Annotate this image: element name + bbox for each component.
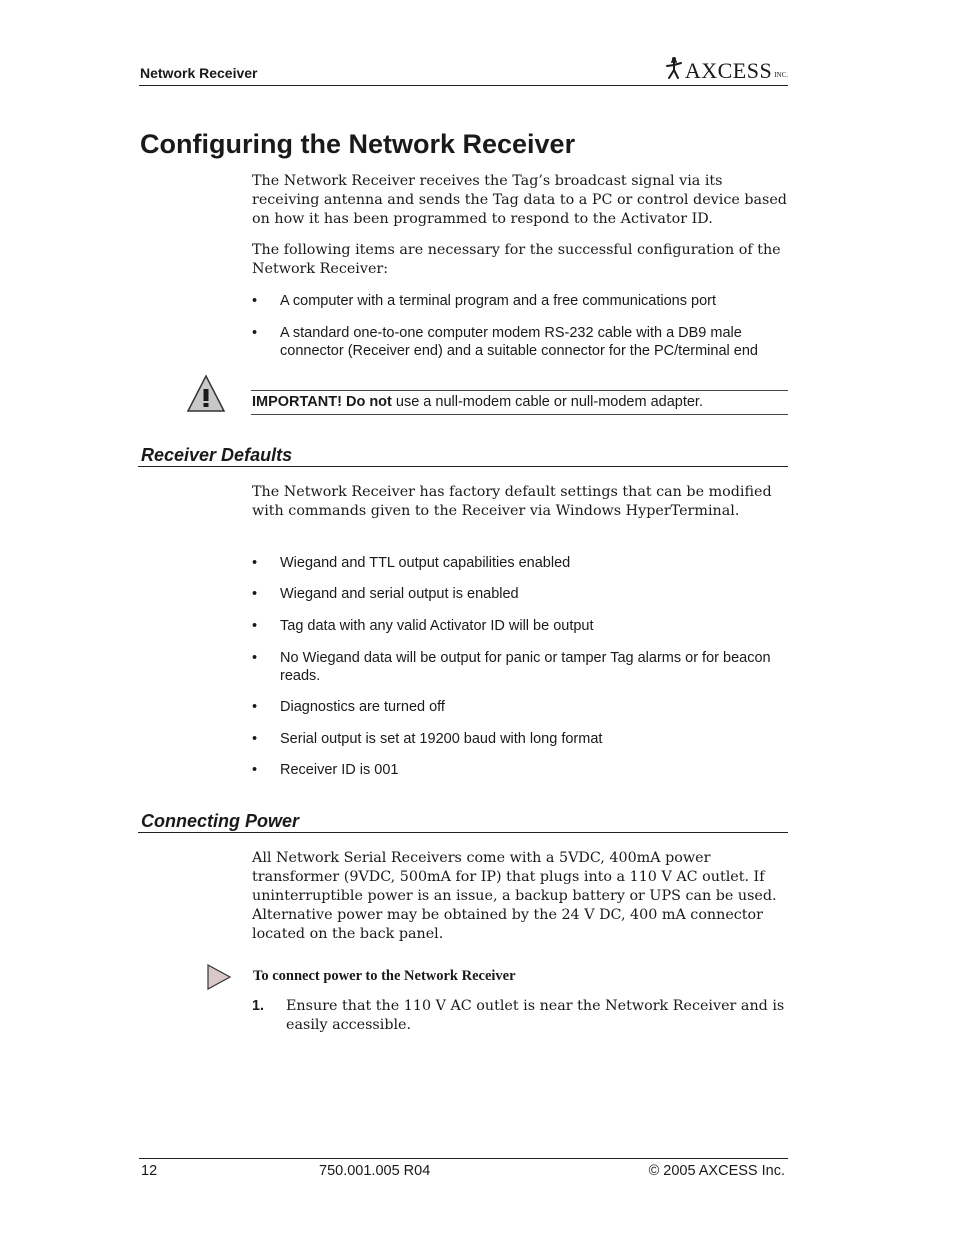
procedure-arrow-icon (206, 964, 232, 990)
list-item-text: Diagnostics are turned off (280, 699, 445, 715)
list-item (252, 554, 792, 572)
procedure-step (252, 997, 792, 1035)
warning-triangle-icon (186, 374, 226, 414)
list-item-text: Tag data with any valid Activator ID will be output (280, 618, 594, 634)
list-item (252, 617, 792, 635)
list-item-text: Serial output is set at 19200 baud with long format (280, 731, 603, 747)
receiver-defaults-paragraph: The Network Receiver has factory default settings that can be modified with commands given to the Receiver via Windows HyperTerminal. (252, 484, 772, 519)
section-heading-text: Receiver Defaults (141, 445, 293, 465)
list-item-text: Wiegand and serial output is enabled (280, 586, 519, 602)
list-item (252, 761, 792, 779)
important-text: use a null-modem cable or null-modem adapter. (391, 394, 703, 410)
step-text: Ensure that the 110 V AC outlet is near the Network Receiver and is easily accessible. (286, 998, 785, 1033)
intro-paragraph-2: The following items are necessary for the successful configuration of the Network Receiver: (252, 242, 781, 277)
logo-suffix: INC. (774, 71, 788, 79)
document-number: 750.001.005 R04 (319, 1163, 431, 1179)
important-notice (251, 390, 788, 415)
bullet-marker: • (252, 762, 258, 778)
section-heading-text: Connecting Power (141, 811, 300, 831)
list-item (252, 585, 792, 603)
page-header (139, 56, 788, 86)
list-item (252, 649, 792, 685)
axcess-logo (663, 56, 788, 82)
list-item-text: Receiver ID is 001 (280, 762, 399, 778)
bullet-marker: • (252, 650, 258, 666)
section-heading-receiver-defaults (138, 444, 788, 467)
axcess-logo-figure-icon (663, 56, 685, 82)
list-item (252, 730, 792, 748)
bullet-marker: • (252, 555, 258, 571)
section-heading-connecting-power (138, 810, 788, 833)
list-item-text: No Wiegand data will be output for panic or tamper Tag alarms or for beacon reads. (280, 650, 771, 684)
list-item (252, 292, 792, 310)
logo-wordmark: AXCESS (684, 58, 773, 83)
list-item-text: Wiegand and TTL output capabilities enabled (280, 555, 571, 571)
bullet-marker: • (252, 293, 258, 309)
list-item (252, 324, 792, 360)
connecting-power-paragraph: All Network Serial Receivers come with a 5VDC, 400mA power transformer (9VDC, 500mA for IP) that plugs into a 110 V AC outlet. If uninterruptible power is an issue, a backup battery or UPS can be used. Alternative power may be obtained by the 24 V DC, 400 mA connector located on the back panel. (252, 850, 777, 942)
bullet-marker: • (252, 618, 258, 634)
important-label: IMPORTANT! Do not (252, 394, 392, 410)
page-footer (139, 1158, 788, 1185)
bullet-marker: • (252, 325, 258, 341)
page-number: 12 (141, 1163, 158, 1179)
bullet-marker: • (252, 731, 258, 747)
bullet-marker: • (252, 699, 258, 715)
header-section-title: Network Receiver (140, 65, 258, 81)
copyright-notice: © 2005 AXCESS Inc. (648, 1163, 785, 1179)
step-number: 1. (252, 998, 264, 1014)
bullet-marker: • (252, 586, 258, 602)
intro-paragraph-1: The Network Receiver receives the Tag’s broadcast signal via its receiving antenna and sends the Tag data to a PC or control device based on how it has been programmed to respond to the Activator ID. (252, 173, 787, 227)
list-item-text: A computer with a terminal program and a free communications port (280, 293, 717, 309)
procedure-title: To connect power to the Network Receiver (253, 968, 516, 984)
page-title: Configuring the Network Receiver (140, 129, 576, 159)
list-item-text: A standard one-to-one computer modem RS-232 cable with a DB9 male connector (Receiver end) and a suitable connector for the PC/terminal end (280, 325, 758, 359)
list-item (252, 698, 792, 716)
